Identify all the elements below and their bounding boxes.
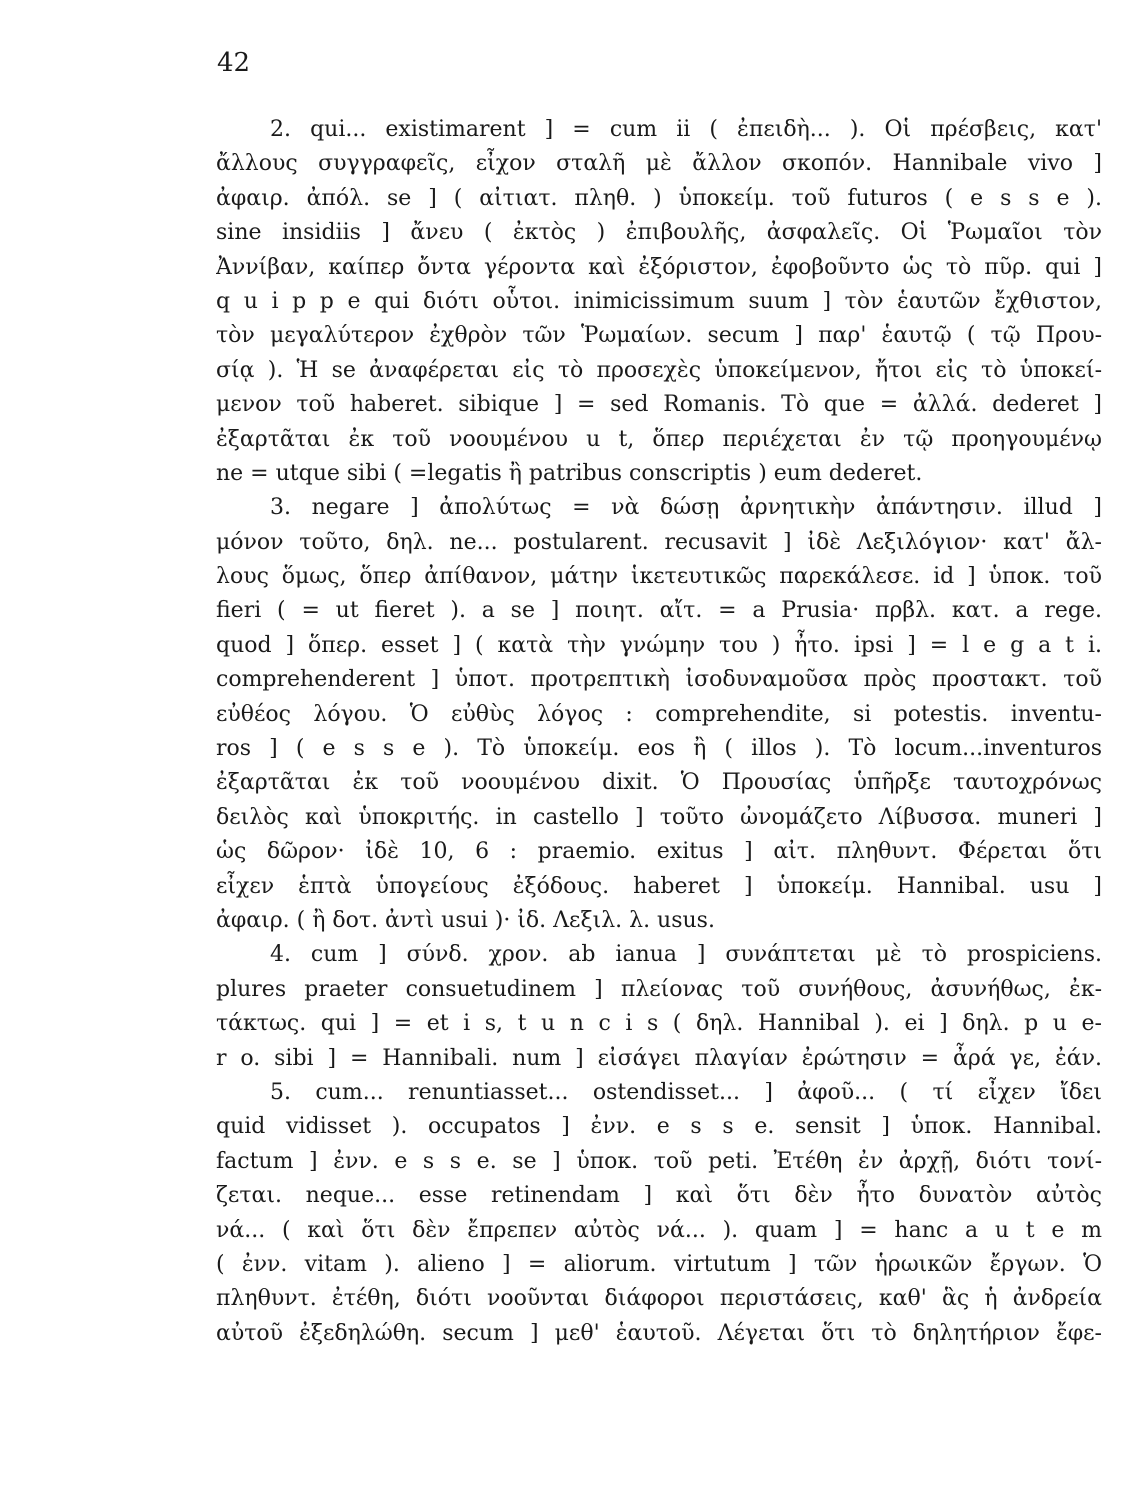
text-line: εἶχεν ἑπτὰ ὑπογείους ἐξόδους. haberet ] ὑποκείμ. Hannibal. usu ] (216, 873, 1102, 899)
text-line: τάκτως. qui ] = et i s, t u n c i s ( δηλ. Hannibal ). ei ] δηλ. p u e- (216, 1011, 1102, 1037)
text-line: factum ] ἐνν. e s s e. se ] ὑποκ. τοῦ peti. Ἐτέθη ἐν ἀρχῇ, διότι τονί- (216, 1148, 1102, 1174)
text-line: q u i p p e qui διότι οὗτοι. inimicissimum suum ] τὸν ἑαυτῶν ἔχθιστον, (216, 288, 1102, 314)
text-line: δειλὸς καὶ ὑποκριτής. in castello ] τοῦτο ὠνομάζετο Λίβυσσα. muneri ] (216, 804, 1102, 830)
text-line: σίᾳ ). Ἡ se ἀναφέρεται εἰς τὸ προσεχὲς ὑποκείμενον, ἤτοι εἰς τὸ ὑποκεί- (216, 357, 1102, 383)
text-line: quid vidisset ). occupatos ] ἐνν. e s s e. sensit ] ὑποκ. Hannibal. (216, 1114, 1102, 1140)
text-line: μόνον τοῦτο, δηλ. ne... postularent. recusavit ] ἰδὲ Λεξιλόγιον· κατ' ἄλ- (216, 529, 1102, 555)
text-line: sine insidiis ] ἄνευ ( ἐκτὸς ) ἐπιβουλῆς, ἀσφαλεῖς. Οἱ Ῥωμαῖοι τὸν (216, 220, 1102, 246)
text-line: ἀφαιρ. ( ἢ δοτ. ἀντὶ usui )· ἰδ. Λεξιλ. λ. usus. (216, 907, 715, 933)
text-line: ζεται. neque... esse retinendam ] καὶ ὅτι δὲν ἦτο δυνατὸν αὐτὸς (216, 1183, 1102, 1209)
text-line: 4. cum ] σύνδ. χρον. ab ianua ] συνάπτεται μὲ τὸ prospiciens. (270, 942, 1102, 968)
text-line: ἐξαρτᾶται ἐκ τοῦ νοουμένου u t, ὅπερ περιέχεται ἐν τῷ προηγουμένῳ (216, 426, 1102, 452)
text-line: ἄλλους συγγραφεῖς, εἶχον σταλῆ μὲ ἄλλον σκοπόν. Hannibale vivo ] (216, 151, 1102, 177)
text-line: quod ] ὅπερ. esset ] ( κατὰ τὴν γνώμην του ) ἦτο. ipsi ] = l e g a t i. (216, 632, 1102, 658)
text-line: νά... ( καὶ ὅτι δὲν ἔπρεπεν αὐτὸς νά... ). quam ] = hanc a u t e m (216, 1217, 1102, 1243)
text-line: λους ὅμως, ὅπερ ἀπίθανον, μάτην ἱκετευτικῶς παρεκάλεσε. id ] ὑποκ. τοῦ (216, 564, 1102, 590)
text-line: εὐθέος λόγου. Ὁ εὐθὺς λόγος : comprehendite, si potestis. inventu- (216, 701, 1102, 727)
text-line: 3. negare ] ἀπολύτως = νὰ δώσῃ ἀρνητικὴν ἀπάντησιν. illud ] (270, 495, 1102, 521)
text-line: ἀφαιρ. ἀπόλ. se ] ( αἰτιατ. πληθ. ) ὑποκείμ. τοῦ futuros ( e s s e ). (216, 185, 1102, 211)
commentary-text (216, 113, 1102, 1351)
page-number: 42 (217, 48, 251, 78)
text-line: ne = utque sibi ( =legatis ἢ patribus conscriptis ) eum dederet. (216, 460, 923, 486)
text-line: plures praeter consuetudinem ] πλείονας τοῦ συνήθους, ἀσυνήθως, ἐκ- (216, 976, 1102, 1002)
text-line: 2. qui... existimarent ] = cum ii ( ἐπειδὴ... ). Οἱ πρέσβεις, κατ' (270, 117, 1102, 142)
text-line: Ἀννίβαν, καίπερ ὄντα γέροντα καὶ ἐξόριστον, ἐφοβοῦντο ὡς τὸ πῦρ. qui ] (216, 254, 1102, 280)
text-line: fieri ( = ut fieret ). a se ] ποιητ. αἴτ. = a Prusia· πρβλ. κατ. a rege. (216, 598, 1102, 624)
text-line: μενον τοῦ haberet. sibique ] = sed Romanis. Τὸ que = ἀλλά. dederet ] (216, 392, 1102, 418)
text-line: ἐξαρτᾶται ἐκ τοῦ νοουμένου dixit. Ὁ Προυσίας ὑπῆρξε ταυτοχρόνως (216, 770, 1102, 796)
text-line: ( ἐνν. vitam ). alieno ] = aliorum. virtutum ] τῶν ἡρωικῶν ἔργων. Ὁ (216, 1251, 1102, 1277)
text-line: αὐτοῦ ἐξεδηλώθη. secum ] μεθ' ἑαυτοῦ. Λέγεται ὅτι τὸ δηλητήριον ἔφε- (216, 1320, 1102, 1346)
text-line: ros ] ( e s s e ). Τὸ ὑποκείμ. eos ἢ ( illos ). Τὸ locum...inventuros (216, 736, 1102, 762)
text-line: πληθυντ. ἐτέθη, διότι νοοῦνται διάφοροι περιστάσεις, καθ' ἃς ἡ ἀνδρεία (216, 1286, 1102, 1312)
text-line: ὡς δῶρον· ἰδὲ 10, 6 : praemio. exitus ] αἰτ. πληθυντ. Φέρεται ὅτι (216, 839, 1102, 865)
text-line: comprehenderent ] ὑποτ. προτρεπτικὴ ἰσοδυναμοῦσα πρὸς προστακτ. τοῦ (216, 667, 1102, 693)
text-line: τὸν μεγαλύτερον ἐχθρὸν τῶν Ῥωμαίων. secum ] παρ' ἑαυτῷ ( τῷ Πρου- (216, 323, 1102, 349)
text-line: r o. sibi ] = Hannibali. num ] εἰσάγει πλαγίαν ἐρώτησιν = ἆρά γε, ἐάν. (216, 1045, 1102, 1071)
text-line: 5. cum... renuntiasset... ostendisset... ] ἀφοῦ... ( τί εἶχεν ἴδει (270, 1079, 1102, 1105)
